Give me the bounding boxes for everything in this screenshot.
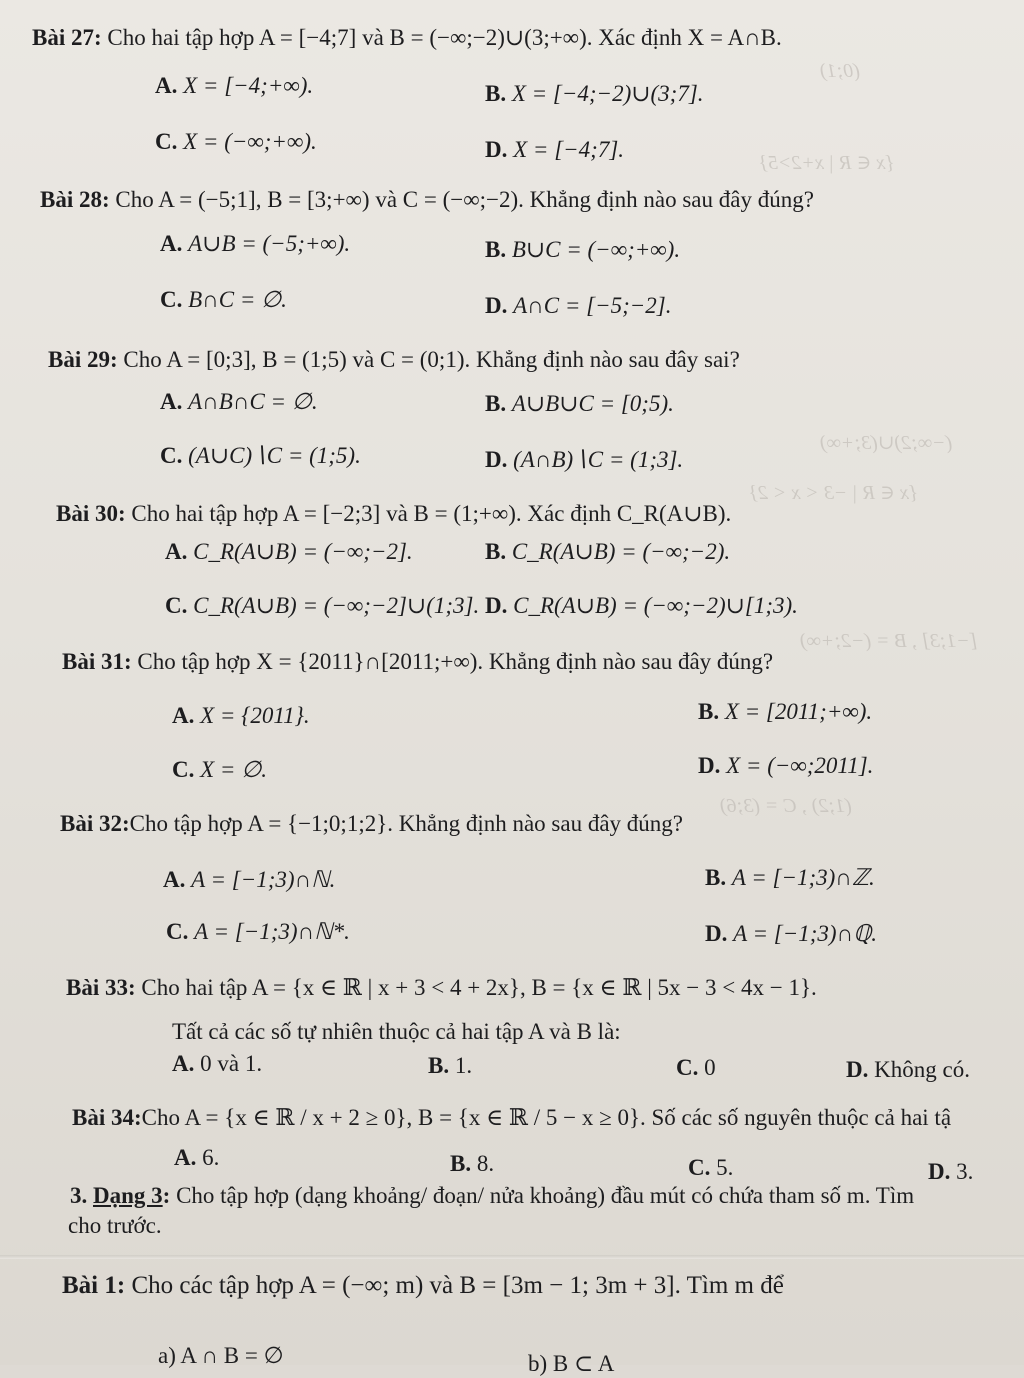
question-29: Bài 29: Cho A = [0;3], B = (1;5) và C = (0;1). Khẳng định nào sau đây sai?	[48, 347, 740, 372]
q31-option-a: A. X = {2011}.	[172, 703, 310, 728]
q32-option-c: C. A = [−1;3)∩ℕ*.	[166, 919, 350, 944]
question-27: Bài 27: Cho hai tập hợp A = [−4;7] và B = (−∞;−2)∪(3;+∞). Xác định X = A∩B.	[32, 25, 782, 50]
q30-option-a: A. C_R(A∪B) = (−∞;−2].	[165, 539, 413, 564]
exercise-1: Bài 1: Cho các tập hợp A = (−∞; m) và B = [3m − 1; 3m + 3]. Tìm m để	[62, 1272, 784, 1299]
q31-option-c: C. X = ∅.	[172, 757, 267, 782]
q28-option-d: D. A∩C = [−5;−2].	[485, 293, 672, 318]
q33-option-c: C. 0	[676, 1055, 716, 1080]
q30-option-d: D. C_R(A∪B) = (−∞;−2)∪[1;3).	[485, 593, 798, 618]
question-28: Bài 28: Cho A = (−5;1], B = [3;+∞) và C = (−∞;−2). Khẳng định nào sau đây đúng?	[40, 187, 814, 212]
section-dang-3-continued: cho trước.	[68, 1213, 162, 1238]
q32-option-d: D. A = [−1;3)∩ℚ.	[705, 921, 878, 946]
exercise-1-part-a: a) A ∩ B = ∅	[158, 1343, 284, 1368]
bleed-through-text: (−∞;2)∪(3;+∞)	[820, 432, 953, 454]
q34-option-b: B. 8.	[450, 1151, 495, 1176]
q33-option-a: A. 0 và 1.	[172, 1051, 263, 1076]
q31-option-d: D. X = (−∞;2011].	[698, 753, 874, 778]
q27-option-d: D. X = [−4;7].	[485, 137, 625, 162]
question-33: Bài 33: Cho hai tập A = {x ∈ ℝ | x + 3 < 4 + 2x}, B = {x ∈ ℝ | 5x − 3 < 4x − 1}.	[66, 975, 817, 1000]
q27-option-c: C. X = (−∞;+∞).	[155, 129, 317, 154]
q32-option-a: A. A = [−1;3)∩ℕ.	[163, 867, 336, 892]
paper-fold-shadow	[0, 1255, 1024, 1259]
question-32: Bài 32:Cho tập hợp A = {−1;0;1;2}. Khẳng định nào sau đây đúng?	[60, 811, 683, 836]
q32-option-b: B. A = [−1;3)∩ℤ.	[705, 865, 875, 890]
q30-option-b: B. C_R(A∪B) = (−∞;−2).	[485, 539, 731, 564]
q29-option-c: C. (A∪C)∖C = (1;5).	[160, 443, 361, 468]
question-30: Bài 30: Cho hai tập hợp A = [−2;3] và B = (1;+∞). Xác định C_R(A∪B).	[56, 501, 732, 526]
q34-option-d: D. 3.	[928, 1159, 974, 1184]
question-31: Bài 31: Cho tập hợp X = {2011}∩[2011;+∞). Khẳng định nào sau đây đúng?	[62, 649, 774, 674]
q33-option-d: D. Không có.	[846, 1057, 970, 1082]
q34-option-c: C. 5.	[688, 1155, 734, 1180]
section-dang-3: 3. Dạng 3: Cho tập hợp (dạng khoảng/ đoạn/ nửa khoảng) đầu mút có chứa tham số m. Tìm	[70, 1183, 915, 1208]
question-33-subtext: Tất cả các số tự nhiên thuộc cả hai tập A và B là:	[172, 1019, 621, 1044]
question-34: Bài 34:Cho A = {x ∈ ℝ / x + 2 ≥ 0}, B = {x ∈ ℝ / 5 − x ≥ 0}. Số các số nguyên thuộc cả hai tậ	[72, 1105, 952, 1130]
q27-option-a: A. X = [−4;+∞).	[155, 73, 314, 98]
q34-option-a: A. 6.	[174, 1145, 220, 1170]
q29-option-d: D. (A∩B)∖C = (1;3].	[485, 447, 684, 472]
bleed-through-text: (1;2) , C = (3;6)	[720, 795, 852, 817]
q28-option-a: A. A∪B = (−5;+∞).	[160, 231, 351, 256]
q28-option-b: B. B∪C = (−∞;+∞).	[485, 237, 681, 262]
q27-option-b: B. X = [−4;−2)∪(3;7].	[485, 81, 704, 106]
q28-option-c: C. B∩C = ∅.	[160, 287, 287, 312]
q33-option-b: B. 1.	[428, 1053, 473, 1078]
q29-option-b: B. A∪B∪C = [0;5).	[485, 391, 674, 416]
q31-option-b: B. X = [2011;+∞).	[698, 699, 873, 724]
bleed-through-text: (0;1)	[820, 60, 860, 82]
bleed-through-text: [−1;3] , B = (−2;+∞)	[800, 630, 978, 652]
q30-option-c: C. C_R(A∪B) = (−∞;−2]∪(1;3].	[165, 593, 480, 618]
bleed-through-text: {x ∈ R | x+2>5}	[760, 152, 894, 174]
q29-option-a: A. A∩B∩C = ∅.	[160, 389, 318, 414]
exercise-1-part-b: b) B ⊂ A	[528, 1351, 615, 1376]
bleed-through-text: {x ∈ R | −3 < x < 2}	[750, 482, 917, 504]
